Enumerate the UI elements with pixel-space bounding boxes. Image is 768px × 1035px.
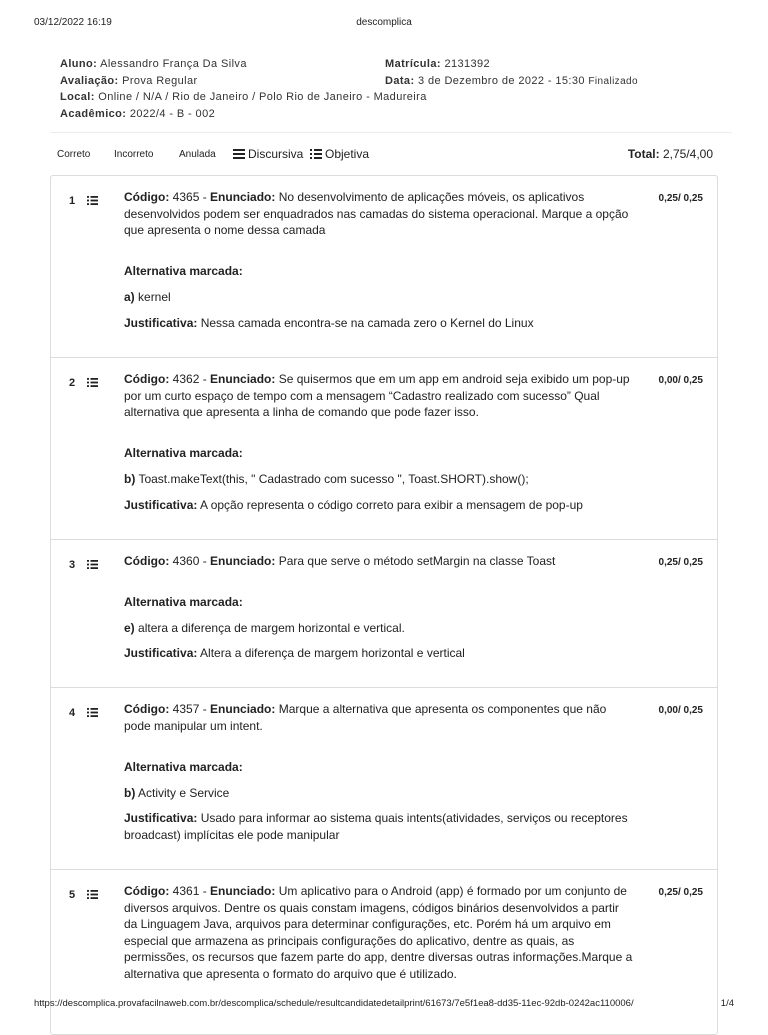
justificativa-text: A opção representa o código correto para exibir a mensagem de pop-up	[200, 498, 583, 512]
question-score: 0,25/ 0,25	[658, 193, 703, 204]
total-score	[628, 147, 713, 161]
justification	[124, 645, 634, 662]
info-row-local	[60, 89, 740, 106]
justificativa-text: Nessa camada encontra-se na camada zero o Kernel do Linux	[200, 316, 534, 330]
filter-objetiva[interactable]	[310, 147, 369, 161]
data-value: 3 de Dezembro de 2022 - 15:30	[417, 74, 585, 87]
question-score: 0,00/ 0,25	[658, 705, 703, 716]
question-number: 5	[69, 889, 76, 901]
alt-text: Activity e Service	[138, 786, 230, 800]
question-statement: Código: 4365 - Enunciado: No desenvolvimento de aplicações móveis, os aplicativos desenvolvidos podem ser enquadrados nas camadas do sistema operacional. Marque a opção que apresenta o nome dessa camada	[124, 190, 629, 237]
justificativa-text: Altera a diferença de margem horizontal e vertical	[200, 646, 465, 660]
justificativa-label: Justificativa:	[124, 316, 198, 330]
print-date: 03/12/2022 16:19	[34, 17, 112, 28]
question-score: 0,00/ 0,25	[658, 375, 703, 386]
codigo-value: 4360	[172, 554, 200, 568]
list-bullets-icon	[87, 378, 98, 387]
selected-alternative	[124, 785, 634, 802]
alt-text: altera a diferença de margem horizontal e vertical.	[138, 621, 405, 635]
info-row-academico	[60, 106, 740, 123]
avaliacao-label: Avaliação:	[60, 74, 119, 87]
codigo-value: 4362	[172, 372, 200, 386]
print-footer	[34, 998, 734, 1010]
academico-value: 2022/4 - B - 002	[129, 107, 216, 120]
selected-alternative	[124, 620, 634, 637]
filter-bar	[57, 145, 713, 165]
alt-letter: b)	[124, 472, 136, 486]
alternativa-label: Alternativa marcada:	[124, 446, 243, 460]
justification	[124, 810, 634, 843]
selected-alternative	[124, 289, 634, 306]
question-card	[51, 540, 717, 688]
codigo-label: Código:	[124, 190, 170, 204]
question-statement: Código: 4361 - Enunciado: Um aplicativo para o Android (app) é formado por um conjunto de diversos arquivos. Dentre os quais constam imagens, códigos binários desenvolvidos a partir da Linguagem Java, arquivos para determinar configurações, etc. Porém há um arquivo em especial que armazena as principais configurações do aplicativo, dentre as quais, as permissões, os recursos que fazem parte do app, dentre diversas outras informações.Marque a alternativa que apresenta o formato do arquivo que é utilizado.	[124, 884, 633, 981]
justificativa-label: Justificativa:	[124, 646, 198, 660]
question-statement: Código: 4357 - Enunciado: Marque a alternativa que apresenta os componentes que não pode manipular um intent.	[124, 702, 607, 733]
enunciado-text: Um aplicativo para o Android (app) é formado por um conjunto de diversos arquivos. Dentre os quais constam imagens, códigos binários desenvolvidos a partir da Linguagem Java, arquivos para determinar configurações, etc. Porém há um arquivo em especial que armazena as principais configurações do aplicativo, dentre as quais, as permissões, os recursos que fazem parte do app, dentre diversas outras informações.Marque a alternativa que apresenta o formato do arquivo que é utilizado.	[124, 884, 633, 981]
matricula-value: 2131392	[444, 58, 491, 70]
question-card	[51, 688, 717, 870]
filter-discursiva[interactable]	[233, 147, 303, 161]
total-value: 2,75/4,00	[662, 147, 713, 161]
enunciado-label: Enunciado:	[210, 190, 276, 204]
alt-letter: b)	[124, 786, 136, 800]
question-number: 2	[69, 377, 76, 389]
info-row-avaliacao	[60, 73, 740, 90]
codigo-value: 4361	[172, 884, 200, 898]
justification	[124, 497, 634, 514]
question-score: 0,25/ 0,25	[658, 887, 703, 898]
alternativa-label: Alternativa marcada:	[124, 595, 243, 609]
list-bullets-icon	[87, 708, 98, 717]
codigo-label: Código:	[124, 884, 170, 898]
question-statement: Código: 4362 - Enunciado: Se quisermos que em um app em android seja exibido um pop-up por um curto espaço de tempo com a mensagem “Cadastro realizado com sucesso” Qual alternativa que apresenta a linha de comando que pode fazer isso.	[124, 372, 630, 419]
enunciado-label: Enunciado:	[210, 372, 276, 386]
filter-discursiva-label: Discursiva	[248, 147, 304, 161]
list-bullets-icon	[87, 560, 98, 569]
list-bullets-icon	[87, 196, 98, 205]
matricula-label: Matrícula:	[385, 58, 441, 70]
alt-text: Toast.makeText(this, " Cadastrado com sucesso ", Toast.SHORT).show();	[138, 472, 529, 486]
list-lines-icon	[233, 149, 245, 159]
page-url: https://descomplica.provafacilnaweb.com.br/descomplica/schedule/resultcandidatedetailprint/61673/7e5f1ea8-dd35-11ec-92db-0242ac110006/	[34, 998, 634, 1009]
alt-letter: a)	[124, 290, 135, 304]
alternativa-label: Alternativa marcada:	[124, 760, 243, 774]
enunciado-text: Marque a alternativa que apresenta os componentes que não pode manipular um intent.	[124, 702, 607, 733]
codigo-label: Código:	[124, 554, 170, 568]
justificativa-label: Justificativa:	[124, 498, 198, 512]
print-header	[34, 17, 734, 31]
data-label: Data:	[385, 74, 415, 87]
filter-objetiva-label: Objetiva	[325, 147, 370, 161]
print-title: descomplica	[356, 17, 412, 28]
question-card	[51, 176, 717, 358]
justificativa-label: Justificativa:	[124, 811, 198, 825]
codigo-value: 4357	[172, 702, 200, 716]
enunciado-label: Enunciado:	[210, 702, 276, 716]
justificativa-text: Usado para informar ao sistema quais intents(atividades, serviços ou receptores broadcast) implícitas ele pode manipular	[124, 811, 628, 842]
codigo-label: Código:	[124, 702, 170, 716]
aluno-label: Aluno:	[60, 58, 98, 70]
question-statement: Código: 4360 - Enunciado: Para que serve o método setMargin na classe Toast	[124, 554, 556, 568]
question-number: 4	[69, 707, 76, 719]
alt-text: kernel	[138, 290, 171, 304]
filter-correto[interactable]: Correto	[57, 149, 91, 160]
enunciado-text: No desenvolvimento de aplicações móveis, os aplicativos desenvolvidos podem ser enquadrados nas camadas do sistema operacional. Marque a opção que apresenta o nome dessa camada	[124, 190, 629, 237]
enunciado-label: Enunciado:	[210, 884, 276, 898]
status-badge: Finalizado	[588, 75, 638, 87]
avaliacao-value: Prova Regular	[122, 74, 198, 87]
enunciado-text: Se quisermos que em um app em android seja exibido um pop-up por um curto espaço de tempo com a mensagem “Cadastro realizado com sucesso” Qual alternativa que apresenta a linha de comando que pode fazer isso.	[124, 372, 630, 419]
list-bullets-icon	[310, 149, 322, 159]
enunciado-text: Para que serve o método setMargin na classe Toast	[278, 554, 556, 568]
codigo-value: 4365	[172, 190, 200, 204]
enunciado-label: Enunciado:	[210, 554, 276, 568]
justification	[124, 315, 634, 332]
total-label: Total:	[627, 147, 660, 161]
student-info	[60, 56, 740, 122]
academico-label: Acadêmico:	[60, 107, 127, 120]
divider	[50, 132, 732, 133]
question-card	[51, 358, 717, 540]
page-number: 1/4	[720, 998, 734, 1009]
question-card	[51, 870, 717, 990]
filter-anulada[interactable]: Anulada	[179, 149, 216, 160]
filter-incorreto[interactable]: Incorreto	[114, 149, 154, 160]
codigo-label: Código:	[124, 372, 170, 386]
alt-letter: e)	[124, 621, 135, 635]
question-number: 3	[69, 559, 76, 571]
local-value: Online / N/A / Rio de Janeiro / Polo Rio de Janeiro - Madureira	[98, 91, 427, 103]
aluno-value: Alessandro França Da Silva	[100, 58, 247, 70]
local-label: Local:	[60, 91, 95, 103]
question-score: 0,25/ 0,25	[658, 557, 703, 568]
alternativa-label: Alternativa marcada:	[124, 264, 243, 278]
info-row-aluno	[60, 56, 740, 73]
selected-alternative	[124, 471, 634, 488]
list-bullets-icon	[87, 890, 98, 899]
question-number: 1	[69, 195, 76, 207]
